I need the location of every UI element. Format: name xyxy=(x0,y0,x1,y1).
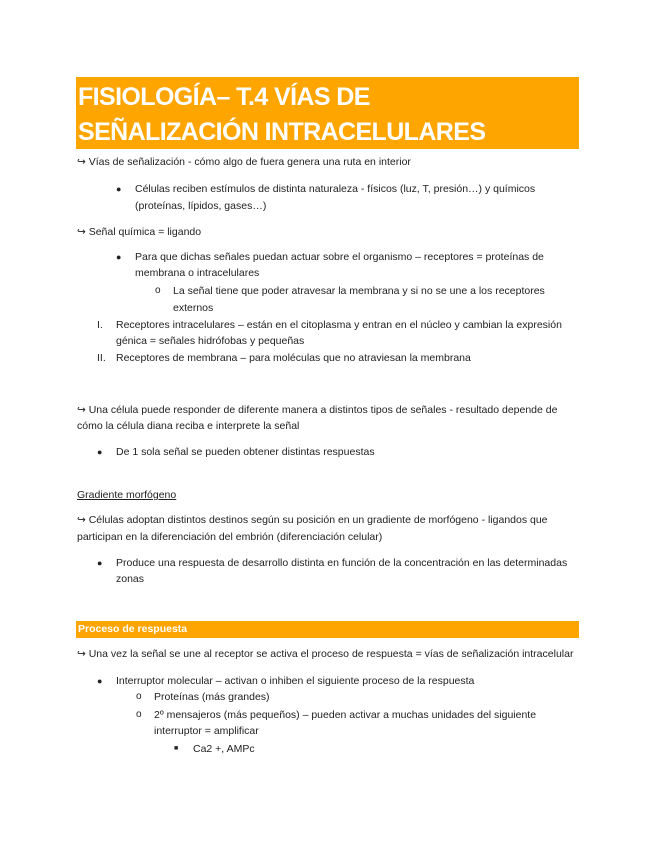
roman-numeral-2: II. xyxy=(97,352,106,364)
paragraph-morfogeno-cont: participan en la diferenciación del embrión (diferenciación celular) xyxy=(77,531,383,543)
bullet-text: De 1 sola señal se pueden obtener distintas respuestas xyxy=(116,446,375,458)
heading-gradiente-morfogeno: Gradiente morfógeno xyxy=(77,489,177,501)
bullet-text: Interruptor molecular – activan o inhiben el siguiente proceso de la respuesta xyxy=(116,675,475,687)
sub-bullet-text: La señal tiene que poder atravesar la membrana y si no se une a los receptores xyxy=(173,285,545,297)
bullet-icon: ● xyxy=(97,558,103,568)
bullet-text-cont: zonas xyxy=(116,573,145,585)
numbered-item-text: Receptores intracelulares – están en el citoplasma y entran en el núcleo y cambian la expresión xyxy=(116,319,562,331)
bullet-text: Produce una respuesta de desarrollo distinta en función de la concentración en las determinadas xyxy=(116,557,568,569)
circle-bullet-icon: o xyxy=(136,691,142,702)
paragraph-proceso: ↪ Una vez la señal se une al receptor se activa el proceso de respuesta = vías de señalización intracelular xyxy=(77,648,574,660)
sub-bullet-text-cont: interruptor = amplificar xyxy=(154,725,259,737)
bullet-text-cont: membrana o intracelulares xyxy=(135,267,260,279)
bullet-icon: ● xyxy=(97,676,103,686)
bullet-text: Células reciben estímulos de distinta naturaleza - físicos (luz, T, presión…) y químicos xyxy=(135,183,536,195)
sub-bullet-text-cont: externos xyxy=(173,302,214,314)
bullet-text-cont: (proteínas, lípidos, gases…) xyxy=(135,200,267,212)
circle-bullet-icon: o xyxy=(155,285,161,296)
square-bullet-icon: ■ xyxy=(174,745,179,752)
roman-numeral-1: I. xyxy=(97,319,103,331)
bullet-text: Para que dichas señales puedan actuar sobre el organismo – receptores = proteínas de xyxy=(135,251,544,263)
bullet-icon: ● xyxy=(116,252,122,262)
paragraph-vias: ↪ Vías de señalización - cómo algo de fuera genera una ruta en interior xyxy=(77,156,411,168)
title-line-1: FISIOLOGÍA– T.4 VÍAS DE xyxy=(78,83,370,111)
sub-bullet-text: 2º mensajeros (más pequeños) – pueden activar a muchas unidades del siguiente xyxy=(154,709,537,721)
numbered-item-text: Receptores de membrana – para moléculas que no atraviesan la membrana xyxy=(116,352,471,364)
title-line-2: SEÑALIZACIÓN INTRACELULARES xyxy=(78,118,486,146)
circle-bullet-icon: o xyxy=(136,709,142,720)
sub-bullet-text: Proteínas (más grandes) xyxy=(154,691,270,703)
page-title xyxy=(76,77,579,149)
sub-sub-bullet-text: Ca2 +, AMPc xyxy=(193,743,255,755)
bullet-icon: ● xyxy=(116,184,122,194)
paragraph-respuesta: ↪ Una célula puede responder de diferente manera a distintos tipos de señales - resultado depende de xyxy=(77,404,558,416)
paragraph-morfogeno: ↪ Células adoptan distintos destinos según su posición en un gradiente de morfógeno - ligandos que xyxy=(77,514,548,526)
bullet-icon: ● xyxy=(97,447,103,457)
section-heading-proceso: Proceso de respuesta xyxy=(76,621,579,638)
numbered-item-text-cont: génica = señales hidrófobas y pequeñas xyxy=(116,335,305,347)
paragraph-respuesta-cont: cómo la célula diana reciba e interprete la señal xyxy=(77,420,300,432)
paragraph-senal: ↪ Señal química = ligando xyxy=(77,226,202,238)
